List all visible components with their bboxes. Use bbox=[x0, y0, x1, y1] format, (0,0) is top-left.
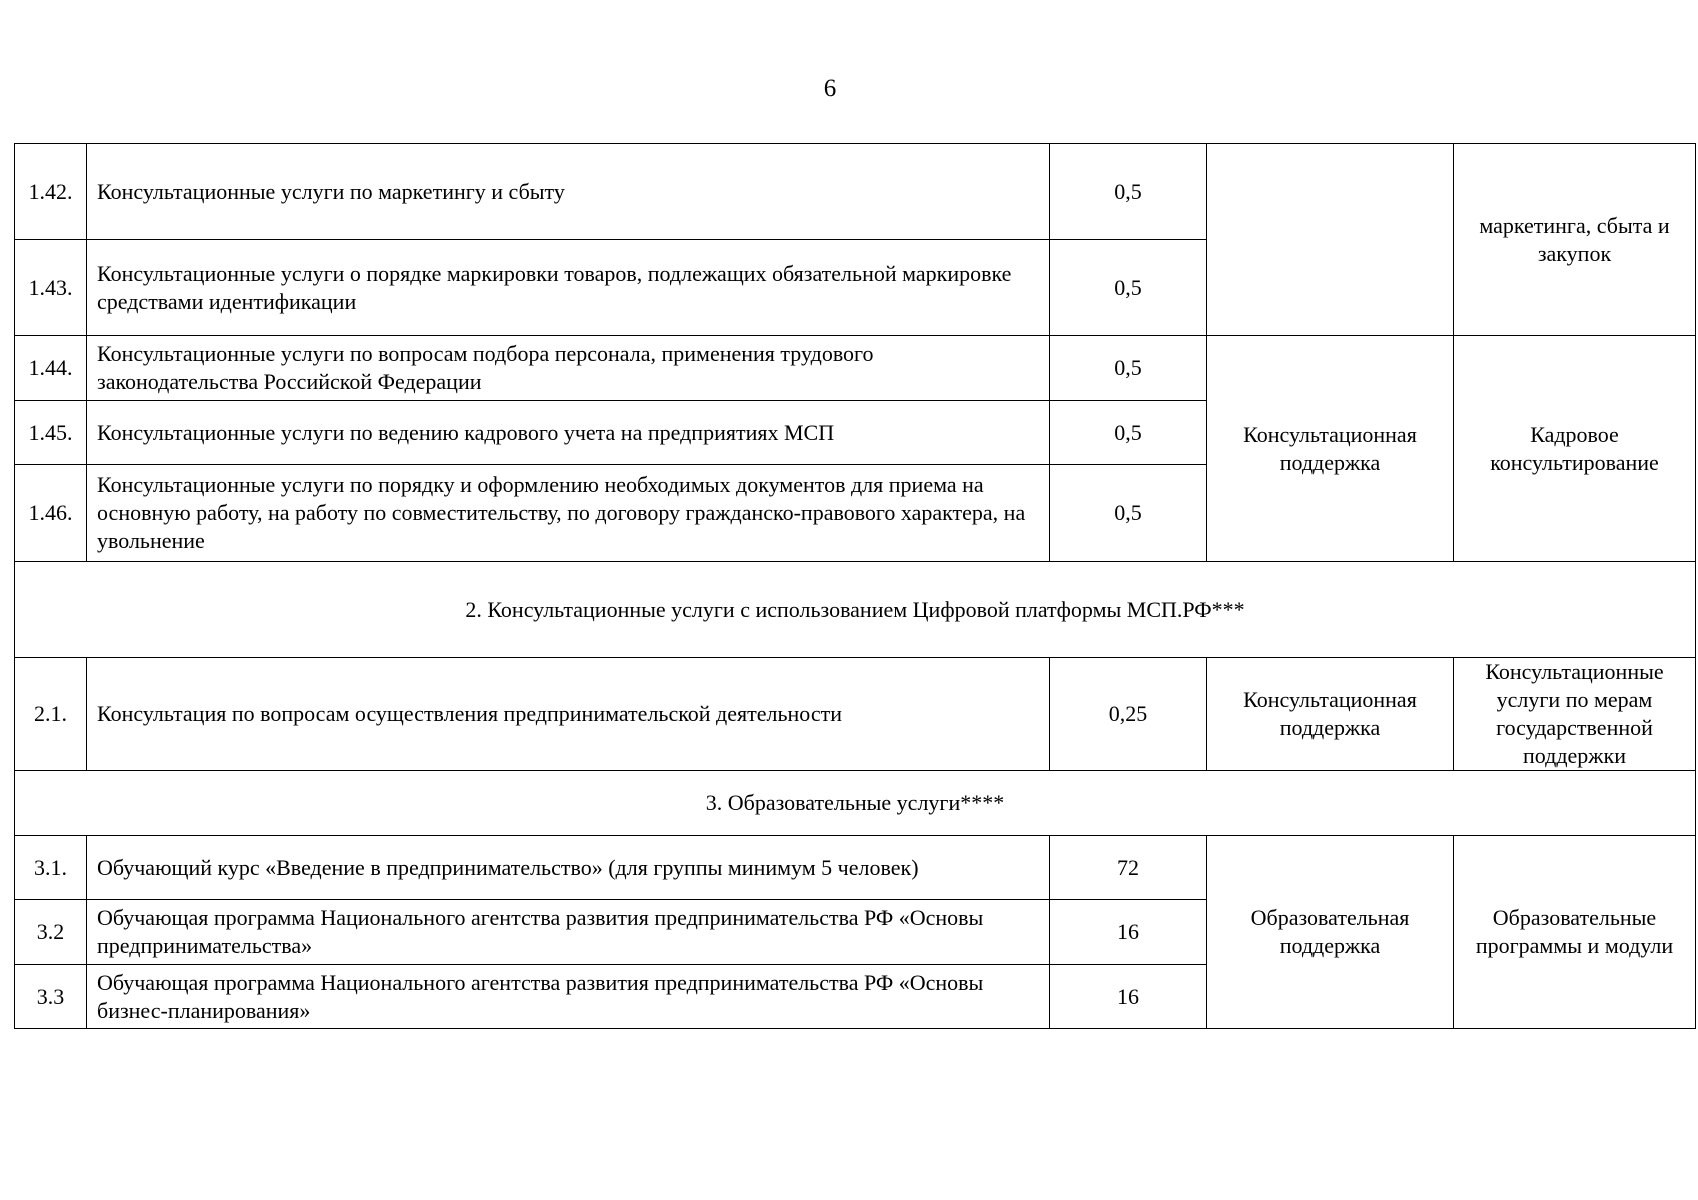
service-value: 0,25 bbox=[1050, 658, 1207, 771]
service-description: Консультационные услуги по маркетингу и сбыту bbox=[87, 144, 1050, 240]
page-number: 6 bbox=[823, 75, 837, 102]
support-type-cell: Образовательная поддержка bbox=[1207, 836, 1454, 1029]
support-type-cell bbox=[1207, 144, 1454, 336]
row-number: 1.43. bbox=[15, 240, 87, 336]
support-type-cell: Консультационная поддержка bbox=[1207, 336, 1454, 562]
services-table bbox=[14, 143, 1696, 1029]
service-value: 0,5 bbox=[1050, 240, 1207, 336]
direction-cell: Консультационные услуги по мерам государственной поддержки bbox=[1454, 658, 1696, 771]
service-value: 0,5 bbox=[1050, 336, 1207, 401]
service-description: Консультационные услуги по ведению кадрового учета на предприятиях МСП bbox=[87, 401, 1050, 465]
service-description: Консультация по вопросам осуществления предпринимательской деятельности bbox=[87, 658, 1050, 771]
service-value: 16 bbox=[1050, 900, 1207, 965]
row-number: 3.1. bbox=[15, 836, 87, 900]
service-value: 0,5 bbox=[1050, 144, 1207, 240]
row-number: 3.2 bbox=[15, 900, 87, 965]
service-description: Обучающий курс «Введение в предпринимательство» (для группы минимум 5 человек) bbox=[87, 836, 1050, 900]
direction-cell: Кадровое консультирование bbox=[1454, 336, 1696, 562]
service-description: Обучающая программа Национального агентства развития предпринимательства РФ «Основы предпринимательства» bbox=[87, 900, 1050, 965]
section-row bbox=[15, 771, 1696, 836]
section-row bbox=[15, 562, 1696, 658]
service-value: 72 bbox=[1050, 836, 1207, 900]
table-row bbox=[15, 836, 1696, 900]
row-number: 2.1. bbox=[15, 658, 87, 771]
row-number: 1.44. bbox=[15, 336, 87, 401]
support-type-cell: Консультационная поддержка bbox=[1207, 658, 1454, 771]
service-value: 0,5 bbox=[1050, 465, 1207, 562]
table-row bbox=[15, 144, 1696, 240]
row-number: 3.3 bbox=[15, 965, 87, 1029]
table-row bbox=[15, 658, 1696, 771]
service-description: Обучающая программа Национального агентства развития предпринимательства РФ «Основы бизнес-планирования» bbox=[87, 965, 1050, 1029]
service-value: 0,5 bbox=[1050, 401, 1207, 465]
service-description: Консультационные услуги о порядке маркировки товаров, подлежащих обязательной маркировке средствами идентификации bbox=[87, 240, 1050, 336]
service-description: Консультационные услуги по вопросам подбора персонала, применения трудового законодательства Российской Федерации bbox=[87, 336, 1050, 401]
row-number: 1.46. bbox=[15, 465, 87, 562]
table-row bbox=[15, 336, 1696, 401]
section-heading: 2. Консультационные услуги с использованием Цифровой платформы МСП.РФ*** bbox=[15, 562, 1696, 658]
service-description: Консультационные услуги по порядку и оформлению необходимых документов для приема на основную работу, на работу по совместительству, по договору гражданско-правового характера, на увольнение bbox=[87, 465, 1050, 562]
direction-cell: маркетинга, сбыта и закупок bbox=[1454, 144, 1696, 336]
section-heading: 3. Образовательные услуги**** bbox=[15, 771, 1696, 836]
service-value: 16 bbox=[1050, 965, 1207, 1029]
direction-cell: Образовательные программы и модули bbox=[1454, 836, 1696, 1029]
row-number: 1.45. bbox=[15, 401, 87, 465]
row-number: 1.42. bbox=[15, 144, 87, 240]
